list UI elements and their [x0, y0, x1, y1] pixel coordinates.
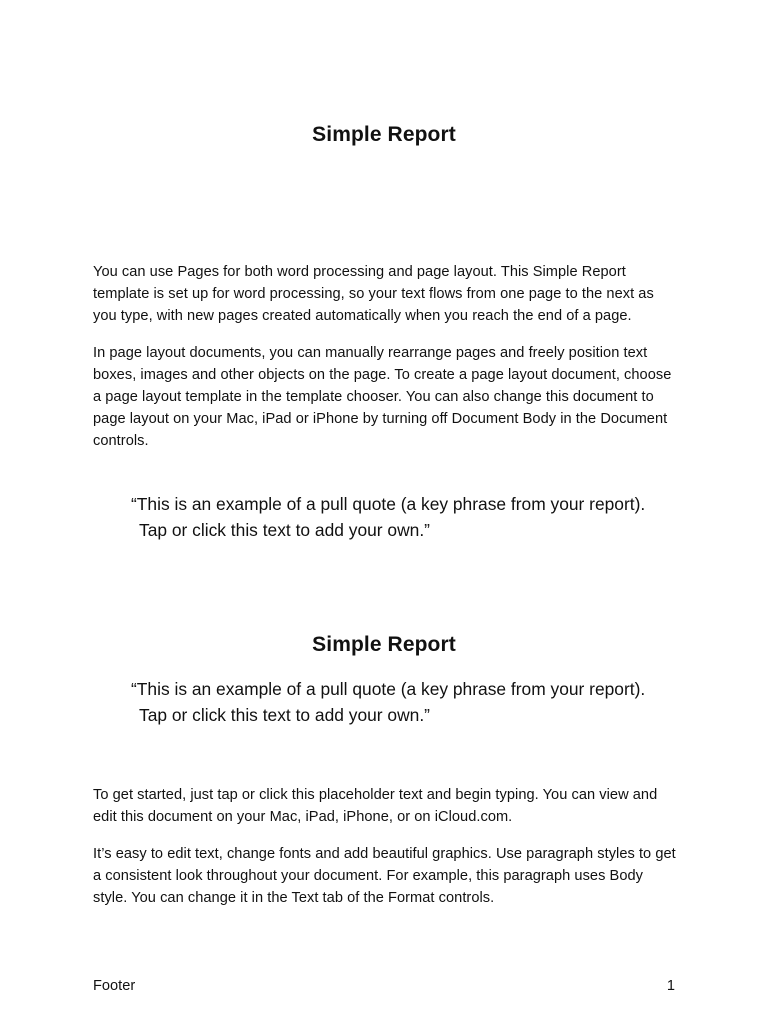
body-paragraph-3[interactable]: To get started, just tap or click this placeholder text and begin typing. You can view and edit this document on your Mac, iPad, iPhone, or on iCloud.com.	[93, 787, 658, 825]
getting-started-body	[93, 784, 678, 909]
section-title[interactable]: Simple Report	[312, 633, 456, 656]
body-paragraph-2[interactable]: In page layout documents, you can manually rearrange pages and freely position text boxes, images and other objects on the page. To create a page layout document, choose a page layout template in the template chooser. You can also change this document to page layout on your Mac, iPad or iPhone by turning off Document Body in the Document controls.	[93, 345, 672, 449]
page-number: 1	[666, 978, 675, 994]
intro-body	[93, 261, 678, 452]
body-paragraph-4[interactable]: It’s easy to edit text, change fonts and add beautiful graphics. Use paragraph styles to get a consistent look throughout your document. For example, this paragraph uses Body style. You can change it in the Text tab of the Format controls.	[93, 846, 676, 906]
document-title[interactable]: Simple Report	[312, 123, 456, 146]
body-paragraph-1[interactable]: You can use Pages for both word processing and page layout. This Simple Report template is set up for word processing, so your text flows from one page to the next as you type, with new pages created automatically when you reach the end of a page.	[93, 264, 654, 324]
pull-quote-2[interactable]: “This is an example of a pull quote (a key phrase from your report). Tap or click this text to add your own.”	[131, 679, 646, 725]
pull-quote-1[interactable]: “This is an example of a pull quote (a key phrase from your report). Tap or click this text to add your own.”	[131, 494, 646, 540]
footer-text[interactable]: Footer	[93, 978, 136, 994]
